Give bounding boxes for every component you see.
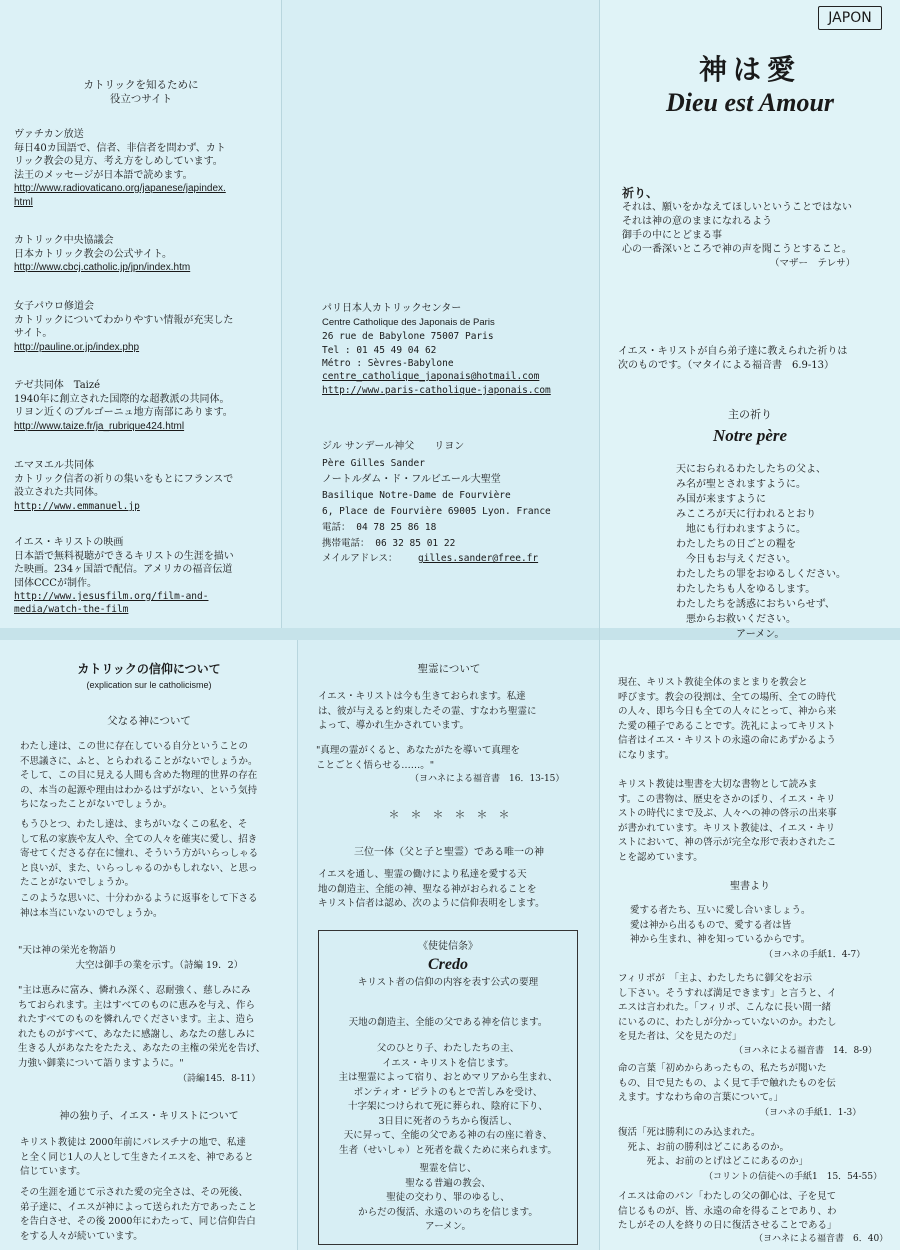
priest-name-jp: ジル サンデール神父 リヨン <box>322 441 465 452</box>
country-tag: JAPON <box>818 6 882 30</box>
site-cbcj: カトリック中央協議会 日本カトリック教会の公式サイト。 <box>14 235 172 260</box>
site-jesusfilm-link[interactable]: http://www.jesusfilm.org/film-and- media/watch-the-film <box>14 591 209 615</box>
faith-paragraph-5: その生涯を通じて示された愛の完全さは、その死後、 弟子達に、イエスが神によって送られた方であったこと を告白させ、その後 2000年にわたって、同じ信仰告白 をする人々が続いています。 <box>20 1187 258 1242</box>
site-emmanuel: エマヌエル共同体 カトリック信者の祈りの集いをもとにフランスで 設立された共同体。 <box>14 460 234 498</box>
site-taize-link[interactable]: http://www.taize.fr/ja_rubrique424.html <box>14 421 185 432</box>
bible-heading: 聖書より <box>730 881 770 892</box>
paris-address: 26 rue de Babylone 75007 Paris Tel : 01 45 49 04 62 Métro : Sèvres-Babylone <box>322 331 494 369</box>
lords-prayer-text: 天におられるわたしたちの父よ、 み名が聖とされますように。 み国が来ますように みこころが天に行われるとおり 地にも行われますように。 わたしたちの日ごとの糧を 今日もお与えください。 わたしたちの罪をおゆるしください。 わたしたちも人をゆるします。 わたしたちを誘惑におちいらせず、 悪からお救いください。 アーメン。 <box>676 464 846 640</box>
fold-line <box>599 0 600 1250</box>
faith-paragraph-3: このような思いに、十分わかるように返事をして下さる 神は本当にいないのでしょうか。 <box>20 893 258 919</box>
site-jesusfilm: イエス・キリストの映画 日本語で無料視聴ができるキリストの生涯を描い た映画。234ヶ国語で配信。アメリカの福音伝道 団体CCCが制作。 <box>14 537 234 589</box>
title-jp: 神は愛 <box>698 53 801 86</box>
psalm-19: "天は神の栄光を物語り 大空は御手の業を示す。（詩編 19．2） <box>18 945 244 971</box>
bible-quote-2: フィリポが 「主よ、わたしたちに御父をお示 し下さい。そうすれば満足できます」と言うと、イ エスは言われた。「フィリポ、こんなに長い間一緒 にいるのに、わたしが分かっていないのか。わたし を見た者は、父を見たのだ」 <box>618 973 837 1042</box>
trinity-paragraph: イエスを通し、聖霊の働けにより私達を愛する天 地の創造主、全能の神、聖なる神がおられることを キリスト信者は認め、次のように信仰表明をします。 <box>318 869 545 909</box>
lyon-contact: Père Gilles Sander ノートルダム・ド・フルビエール大聖堂 Basilique Notre-Dame de Fourvière 6, Place de Fourvière 69005 Lyon. France 電話： 04 78 25 86 18 携帯電話： 06 32 85 01 22 <box>322 458 551 549</box>
trinity-heading: 三位一体（父と子と聖霊）である唯一の神 <box>354 847 544 858</box>
faith-paragraph-4: キリスト教徒は 2000年前にパレスチナの地で、私達 と全く同じ1人の人として生きたイエスを、神であると 信じています。 <box>20 1137 254 1177</box>
site-pauline-link[interactable]: http://pauline.or.jp/index.php <box>14 342 140 353</box>
lords-prayer-title: 主の祈り <box>728 408 772 421</box>
lords-prayer-intro: イエス・キリストが自ら弟子達に教えられた祈りは 次のものです。（マタイによる福音書 6.9-13） <box>618 346 848 371</box>
bible-quote-4-ref: （コリントの信徒への手紙1 15．54-55） <box>704 1172 883 1182</box>
mail-label: メイルアドレス： <box>322 553 398 564</box>
psalm-145: "主は恵みに富み、憐れみ深く、忍耐強く、慈しみにみ ちておられます。主はすべてのものに恵みを与え、作ら れたすべてのものを憐れんでくださいます。主よ、造ら れたものがすべて、あなたに感謝し、あなたの慈しみに 生きる人があなたをたたえ、あなたの主権の栄光を告げ、 力強い御業について語りますように。" <box>18 985 266 1069</box>
site-cbcj-link[interactable]: http://www.cbcj.catholic.jp/jpn/index.htm <box>14 262 191 273</box>
son-heading: 神の独り子、イエス・キリストについて <box>59 1111 239 1122</box>
fold-line <box>297 640 298 1250</box>
spirit-heading: 聖霊について <box>417 663 481 675</box>
faith-title: カトリックの信仰について <box>77 662 221 676</box>
bible-quote-5-ref: （ヨハネによる福音書 6．40） <box>754 1234 889 1244</box>
father-heading: 父なる神について <box>107 715 191 727</box>
links-subtitle: 役立つサイト <box>109 93 173 105</box>
bible-quote-1: 愛する者たち、互いに愛し合いましょう。 愛は神から出るもので、愛する者は皆 神から生まれ、神を知っているからです。 <box>630 905 811 945</box>
prayer-heading: 祈り、 <box>622 186 659 200</box>
credo-title: Credo <box>428 956 468 973</box>
site-emmanuel-link[interactable]: http://www.emmanuel.jp <box>14 501 140 512</box>
prayer-text: それは、願いをかなえてほしいということではない それは神の意のままになれるよう 御手の中にとどまる事 心の一番深いところで神の声を聞こうとすること。 <box>622 202 852 255</box>
church-paragraph-2: キリスト教徒は聖書を大切な書物として読みま す。この書物は、歴史をさかのぼり、イエス・キリ ストの時代にまで及ぶ、人々への神の啓示の出来事 が書かれています。キリスト教徒は、イエス・キリ ストにおいて、神の啓示が完全な形で表わされたこ とを認めています。 <box>618 779 837 863</box>
separator-stars: ＊ ＊ ＊ ＊ ＊ ＊ <box>388 808 510 821</box>
bible-quote-1-ref: （ヨハネの手紙1．4-7） <box>764 950 866 960</box>
bible-quote-4: 復活「死は勝利にのみ込まれた。 死よ、お前の勝利はどこにあるのか。 死よ、お前のとげはどこにあるのか」 <box>618 1127 809 1167</box>
paris-web-link[interactable]: http://www.paris-catholique-japonais.com <box>322 385 551 396</box>
links-title: カトリックを知るために <box>83 79 199 91</box>
site-taize: テゼ共同体 Taizé 1940年に創立された国際的な超教派の共同体。 リヨン近くのブルゴーニュ地方南部にあります。 <box>14 380 233 418</box>
paris-email-link[interactable]: centre_catholique_japonais@hotmail.com <box>322 371 540 382</box>
credo-line-father: 天地の創造主、全能の父である神を信じます。 <box>348 1017 548 1028</box>
site-vatican-link[interactable]: http://www.radiovaticano.org/japanese/japindex. html <box>14 183 226 208</box>
bible-quote-3: 命の言葉「初めからあったもの、私たちが聞いた もの、目で見たもの、よく見て手で触れたものを伝 えます。すなわち命の言葉について。」 <box>618 1063 836 1103</box>
bible-quote-2-ref: （ヨハネによる福音書 14．8-9） <box>734 1046 877 1056</box>
credo-subtitle: キリスト者の信仰の内容を表す公式の要理 <box>357 977 539 988</box>
site-pauline: 女子パウロ修道会 カトリックについてわかりやすい情報が充実した サイト。 <box>14 301 234 339</box>
credo-spirit: 聖霊を信じ、 聖なる普遍の教会、 聖徒の交わり、罪のゆるし、 からだの復活、永遠のいのちを信じます。 アーメン。 <box>358 1163 538 1232</box>
lyon-email-link[interactable]: gilles.sander@free.fr <box>418 553 539 564</box>
spirit-paragraph: イエス・キリストは今も生きておられます。私達 は、彼が与えると約束したその霊、すなわち聖霊に よって、導かれ生かされています。 <box>318 691 537 731</box>
credo-title-jp: 《使徒信条》 <box>418 941 478 952</box>
faith-subtitle: (explication sur le catholicisme) <box>86 680 212 690</box>
title-fr: Dieu est Amour <box>665 88 835 117</box>
bible-quote-3-ref: （ヨハネの手紙1．1-3） <box>760 1108 862 1118</box>
psalm-145-ref: （詩編145．8-11） <box>178 1074 261 1084</box>
paris-center: パリ日本人カトリックセンター Centre Catholique des Japonais de Paris <box>322 303 495 328</box>
bible-quote-5: イエスは命のパン「わたしの父の御心は、子を見て 信じるものが、皆、永遠の命を得ることであり、わ たしがその人を終りの日に復活させることである」 <box>618 1191 837 1231</box>
spirit-quote-ref: （ヨハネによる福音書 16．13-15） <box>410 774 565 784</box>
faith-paragraph-2: もうひとつ、わたし達は、まちがいなくこの私を、そ して私の家族や友人や、全ての人々を確実に愛し、招き 寄せてくださる存在に憧れ、そういう方がいらっしゃる と良いが、また、いらっしゃるのかもしれない、と思っ たことがないでしょうか。 <box>20 819 259 888</box>
prayer-author: （マザー テレサ） <box>770 258 856 269</box>
site-vatican: ヴァチカン放送 毎日40カ国語で、信者、非信者を問わず、カト リック教会の見方、考え方をしめしています。 法王のメッセージが日本語で読めます。 <box>14 129 226 181</box>
notre-pere-title: Notre père <box>712 426 788 445</box>
church-paragraph-1: 現在、キリスト教徒全体のまとまりを教会と 呼びます。教会の役割は、全ての場所、全ての時代 の人々、即ち今日も全ての人々にとって、神から来 た愛の種子であることです。洗礼によってキリスト 信者はイエス・キリストの永遠の命にあずかるよう になります。 <box>618 677 837 761</box>
spirit-quote: "真理の霊がくると、あなたがたを導いて真理を ことごとく悟らせる……。" <box>316 745 520 771</box>
credo-son: 父のひとり子、わたしたちの主、 イエス・キリストを信じます。 主は聖霊によって宿り、おとめマリアから生まれ、 ポンティオ・ピラトのもとで苦しみを受け、 十字架につけられて死に葬られ、陰府に下り、 3日目に死者のうちから復活し、 天に昇って、全能の父である神の右の座に着き、 生者（せいしゃ）と死者を裁くために来られます。 <box>338 1043 558 1156</box>
faith-paragraph-1: わたし達は、この世に存在している自分ということの 不思議さに、ふと、とらわれることがないでしょうか。 そして、この目に見える人間も含めた物理的世界の存在 の、本当の起源や理由はわかるはずがない、という気持 ちになったことがないでしょうか。 <box>20 741 258 810</box>
